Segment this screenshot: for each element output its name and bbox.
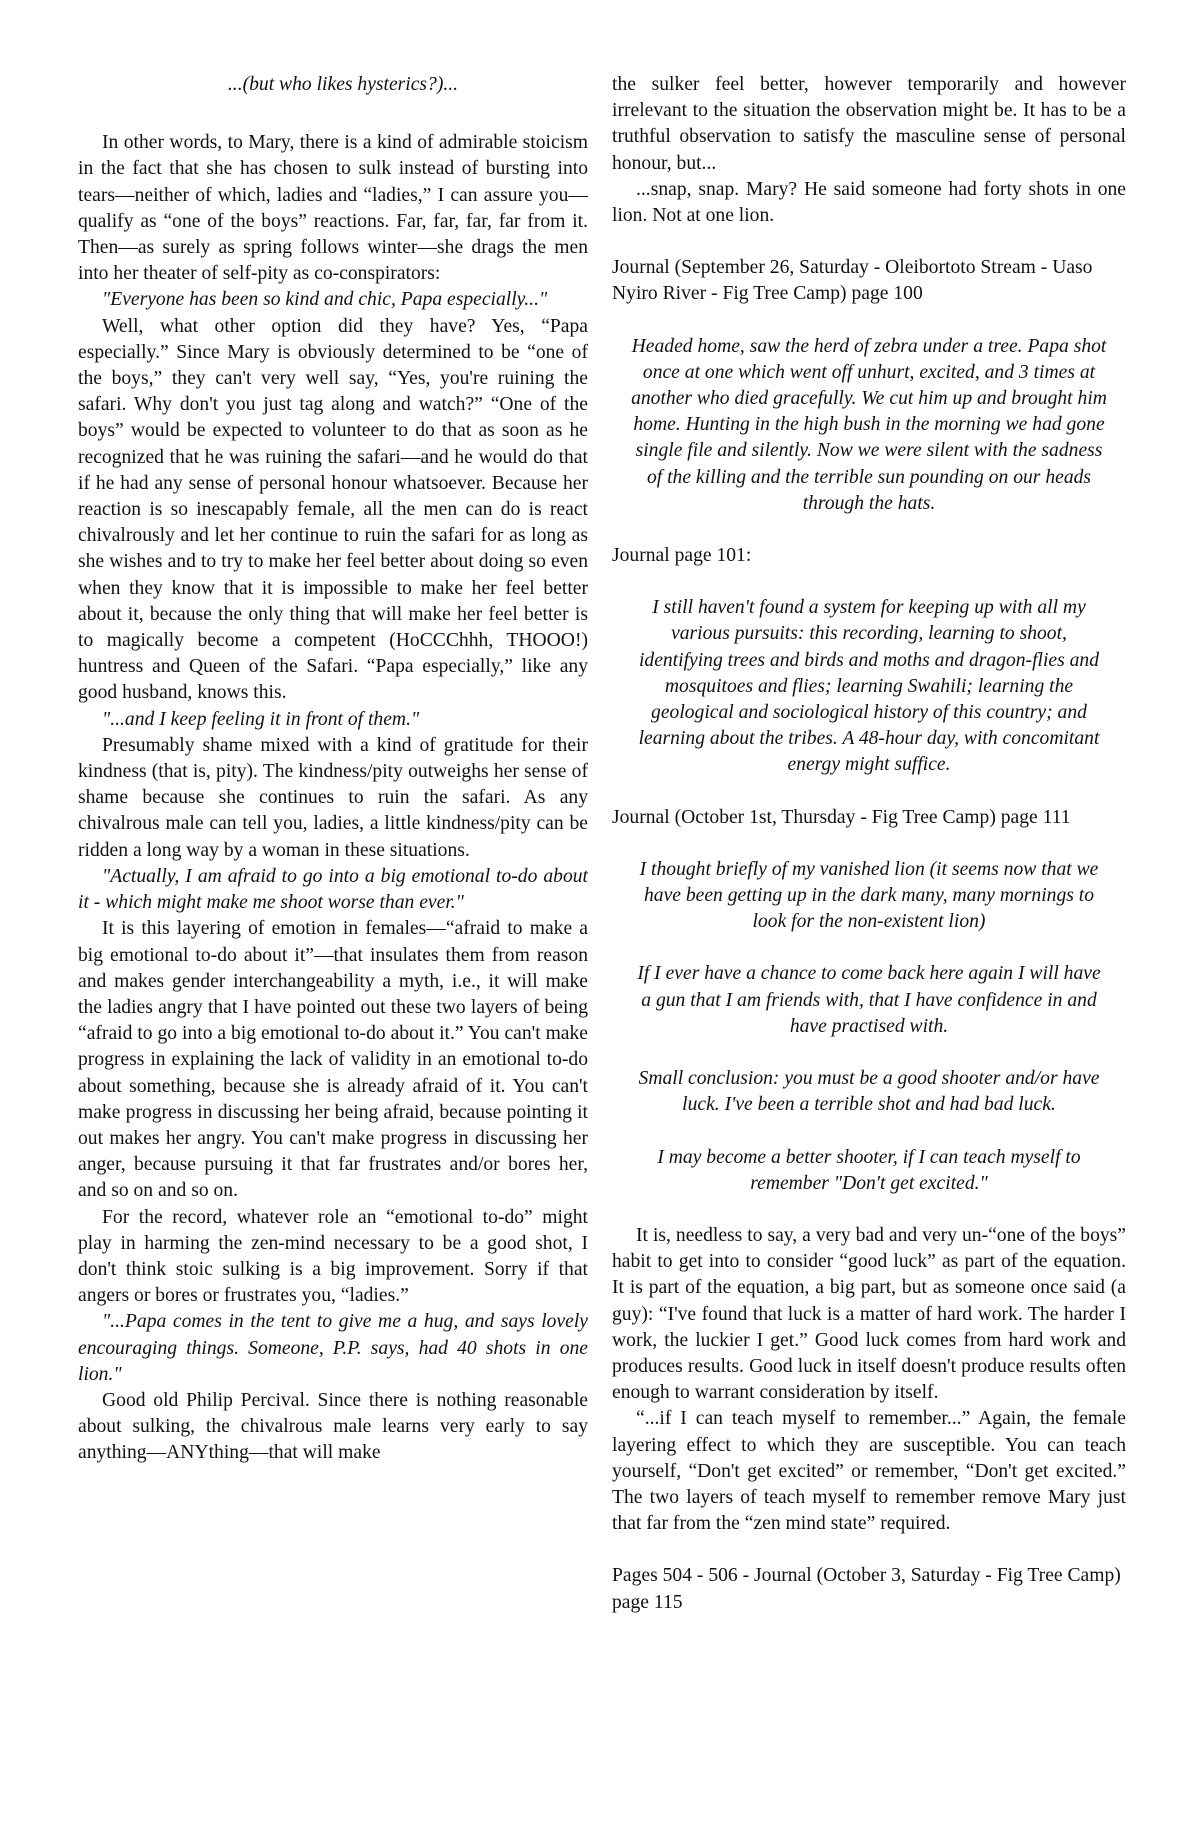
journal-heading: Journal page 101: — [612, 545, 752, 567]
quote-line: "...Papa comes in the tent to give me a hug, and says lovely encouraging things. Someone, P.P. says, had 40 shots in one lion." — [78, 1311, 588, 1385]
left-column — [78, 72, 588, 1467]
body-paragraph: It is this layering of emotion in females—“afraid to make a big emotional to-do about it”—that insulates them from reason and makes gender interchangeability a myth, i.e., it will make the ladies angry that I have pointed out these two layers of being “afraid to go into a big emotional to-do about it.” You can't make progress in explaining the lack of validity in an emotional to-do about something, because she is already afraid of it. You can't make progress in discussing her being afraid, because pointing it out makes her angry. You can't make progress in discussing her anger, because pursuing it that far frustrates and/or bores her, and so on and so on. — [78, 918, 588, 1202]
journal-excerpt: Headed home, saw the herd of zebra under a tree. Papa shot once at one which went off unhurt, excited, and 3 times at another who died gracefully. We cut him up and brought him home. Hunting in the high bush in the morning we had gone single file and silently. Now we were silent with the sadness of the killing and the terrible sun pounding on our heads through the hats. — [631, 335, 1107, 514]
body-paragraph: Well, what other option did they have? Yes, “Papa especially.” Since Mary is obviously determined to be “one of the boys,” they can't very well say, “Yes, you're ruining the safari. Why don't you just tag along and watch?” “One of the boys” would be expected to volunteer to do that as soon as he recognized that he was ruining the safari—and he would do that if he had any sense of personal honour whatsoever. Because her reaction is so inescapably female, all the men can do is react chivalrously and let her continue to ruin the safari for as long as she wishes and to try to make her feel better about doing so even when they know that it is impossible to make her feel better about it, because the only thing that will make her feel better is to magically become a competent (HoCCChhh, THOOO!) huntress and Queen of the Safari. “Papa especially,” like any good husband, knows this. — [78, 315, 588, 704]
body-paragraph: “...if I can teach myself to remember...” Again, the female layering effect to which they are susceptible. You can teach yourself, “Don't get excited” or remember, “Don't get excited.” The two layers of teach myself to remember remove Mary just that far from the “zen mind state” required. — [612, 1408, 1126, 1535]
quote-line: "...and I keep feeling it in front of them." — [102, 708, 420, 730]
journal-excerpt: I still haven't found a system for keeping up with all my various pursuits: this recording, learning to shoot, identifying trees and birds and moths and dragon-flies and mosquitoes and flies; learning Swahili; learning the geological and sociological history of this country; and learning about the tribes. A 48-hour day, with concomitant energy might suffice. — [638, 597, 1100, 776]
journal-excerpt: I thought briefly of my vanished lion (it seems now that we have been getting up in the dark many, many mornings to look for the non-existent lion) — [639, 858, 1099, 933]
quote-line: "Actually, I am afraid to go into a big emotional to-do about it - which might make me shoot worse than ever." — [78, 865, 588, 914]
journal-heading: Journal (September 26, Saturday - Oleibortoto Stream - Uaso Nyiro River - Fig Tree Camp) page 100 — [612, 257, 1093, 305]
body-paragraph: the sulker feel better, however temporarily and however irrelevant to the situation the observation might be. It has to be a truthful observation to satisfy the masculine sense of personal honour, but... — [612, 74, 1126, 174]
body-paragraph: It is, needless to say, a very bad and very un-“one of the boys” habit to get into to consider “good luck” as part of the equation. It is part of the equation, a big part, but as someone once said (a guy): “I've found that luck is a matter of hard work. The harder I work, the luckier I get.” Good luck comes from hard work and produces results. Good luck in itself doesn't produce results often enough to warrant consideration by itself. — [612, 1224, 1126, 1404]
journal-excerpt: I may become a better shooter, if I can teach myself to remember "Don't get excited." — [657, 1146, 1081, 1194]
body-paragraph: ...snap, snap. Mary? He said someone had forty shots in one lion. Not at one lion. — [612, 178, 1126, 227]
quote-line: ...(but who likes hysterics?)... — [227, 74, 459, 95]
quote-line: "Everyone has been so kind and chic, Papa especially..." — [102, 289, 548, 311]
journal-excerpt: If I ever have a chance to come back here again I will have a gun that I am friends with, that I have confidence in and have practised with. — [637, 963, 1101, 1037]
journal-heading: Journal (October 1st, Thursday - Fig Tree Camp) page 111 — [612, 806, 1071, 828]
body-paragraph: Presumably shame mixed with a kind of gratitude for their kindness (that is, pity). The kindness/pity outweighs her sense of shame because she continues to ruin the safari. As any chivalrous male can tell you, ladies, a little kindness/pity can be ridden a long way by a woman in these situations. — [78, 734, 588, 861]
body-paragraph: In other words, to Mary, there is a kind of admirable stoicism in the fact that she has chosen to sulk instead of bursting into tears—neither of which, ladies and “ladies,” I can assure you—qualify as “one of the boys” reactions. Far, far, far, far from it. Then—as surely as spring follows winter—she drags the men into her theater of self-pity as co-conspirators: — [78, 132, 588, 285]
body-paragraph: For the record, whatever role an “emotional to-do” might play in harming the zen-mind necessary to be a good shot, I don't think stoic sulking is a big improvement. Sorry if that angers or bores or frustrates you, “ladies.” — [78, 1206, 588, 1307]
journal-heading: Pages 504 - 506 - Journal (October 3, Saturday - Fig Tree Camp) page 115 — [612, 1565, 1121, 1613]
journal-excerpt: Small conclusion: you must be a good shooter and/or have luck. I've been a terrible shot and had bad luck. — [638, 1068, 1100, 1116]
right-column — [612, 72, 1126, 1616]
body-paragraph: Good old Philip Percival. Since there is nothing reasonable about sulking, the chivalrous male learns very early to say anything—ANYthing—that will make — [78, 1389, 588, 1464]
